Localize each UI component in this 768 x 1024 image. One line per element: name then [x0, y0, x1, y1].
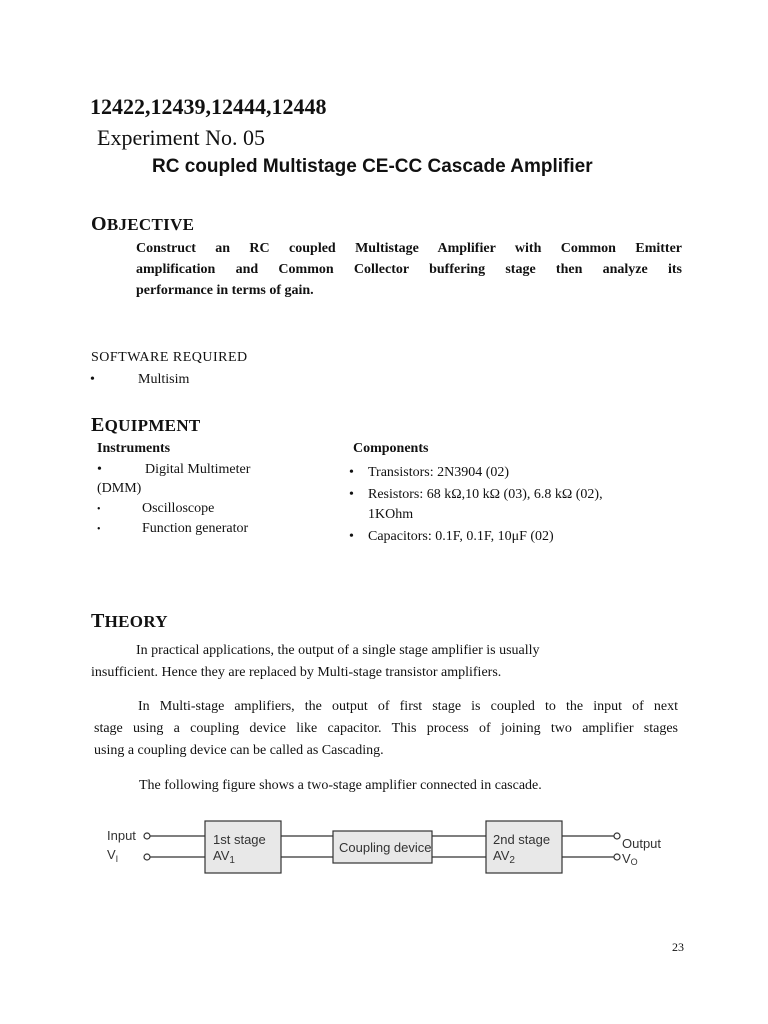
stage-1-gain: $AV_1$ — [213, 848, 235, 866]
instrument-item — [97, 521, 249, 537]
input-symbol: $V_I$ — [107, 847, 119, 864]
software-heading: SOFTWARE REQUIRED — [91, 350, 248, 365]
stage-2-label: 2nd stage — [493, 832, 551, 847]
document-ids: 12422,12439,12444,12448 — [90, 94, 327, 119]
component-item — [349, 487, 603, 503]
bullet-icon: • — [97, 504, 101, 515]
component-item — [349, 465, 510, 481]
objective-line: Construct an RC coupled Multistage Amplifier with Common Emitter — [136, 241, 682, 256]
objective-line: performance in terms of gain. — [136, 283, 314, 298]
instrument-item — [97, 481, 141, 497]
theory-paragraph-1-line: insufficient. Hence they are replaced by Multi-stage transistor amplifiers. — [91, 665, 502, 680]
objective-heading-cap: O — [91, 213, 107, 235]
theory-heading-rest: HEORY — [104, 612, 168, 631]
instruments-heading: Instruments — [97, 441, 171, 456]
theory-paragraph-3: The following figure shows a two-stage amplifier connected in cascade. — [139, 778, 542, 793]
instrument-label: Function generator — [142, 521, 249, 536]
equipment-heading-rest: QUIPMENT — [104, 416, 201, 435]
coupling-device-label: Coupling device — [339, 840, 432, 855]
experiment-title: RC coupled Multistage CE-CC Cascade Amplifier — [152, 156, 593, 177]
theory-heading-cap: T — [91, 610, 105, 632]
stage-1-box — [205, 821, 281, 873]
theory-paragraph-2-line: In Multi-stage amplifiers, the output of first stage is coupled to the input of next — [138, 699, 678, 714]
objective-line: amplification and Common Collector buffering stage then analyze its — [136, 262, 682, 277]
component-label: Transistors: 2N3904 (02) — [368, 465, 510, 480]
input-terminal-top — [144, 833, 150, 839]
cascade-block-diagram — [100, 812, 670, 884]
page-number: 23 — [672, 940, 684, 954]
instrument-label: Digital Multimeter — [145, 462, 251, 477]
output-terminal-top — [614, 833, 620, 839]
objective-text — [136, 238, 682, 301]
instrument-item — [97, 501, 215, 517]
equipment-heading-cap: E — [91, 414, 105, 436]
input-terminal-bottom — [144, 854, 150, 860]
component-item — [349, 529, 554, 545]
component-item — [368, 507, 413, 523]
bullet-icon: • — [349, 487, 354, 502]
theory-heading — [91, 610, 168, 633]
output-terminal-bottom — [614, 854, 620, 860]
instrument-label: (DMM) — [97, 481, 142, 496]
objective-heading — [91, 213, 194, 236]
theory-paragraph-2-line: using a coupling device can be called as Cascading. — [94, 743, 384, 758]
output-symbol: VO — [622, 851, 638, 867]
bullet-icon: • — [349, 529, 354, 544]
objective-heading-rest: BJECTIVE — [106, 215, 195, 234]
output-label: Output — [622, 836, 662, 851]
input-label: Input — [107, 828, 136, 843]
bullet-icon: • — [97, 462, 102, 477]
stage-2-gain: $AV_2$ — [493, 848, 515, 866]
experiment-number: Experiment No. 05 — [97, 125, 266, 150]
instrument-item — [97, 462, 251, 478]
instrument-label: Oscilloscope — [142, 501, 215, 516]
bullet-icon: • — [97, 524, 101, 535]
equipment-heading — [91, 414, 201, 437]
bullet-icon: • — [349, 465, 354, 480]
theory-paragraph-2-line: stage using a coupling device like capacitor. This process of joining two amplifier stages — [94, 721, 678, 736]
theory-paragraph-1-line: In practical applications, the output of a single stage amplifier is usually — [136, 643, 540, 658]
stage-1-label: 1st stage — [213, 832, 266, 847]
software-item: Multisim — [138, 372, 190, 387]
component-label: Resistors: 68 kΩ,10 kΩ (03), 6.8 kΩ (02), — [368, 487, 603, 502]
component-label: 1KOhm — [368, 507, 414, 522]
stage-2-box — [486, 821, 562, 873]
software-bullet-icon: • — [90, 372, 95, 387]
components-heading: Components — [353, 441, 429, 456]
component-label: Capacitors: 0.1F, 0.1F, 10μF (02) — [368, 529, 554, 544]
